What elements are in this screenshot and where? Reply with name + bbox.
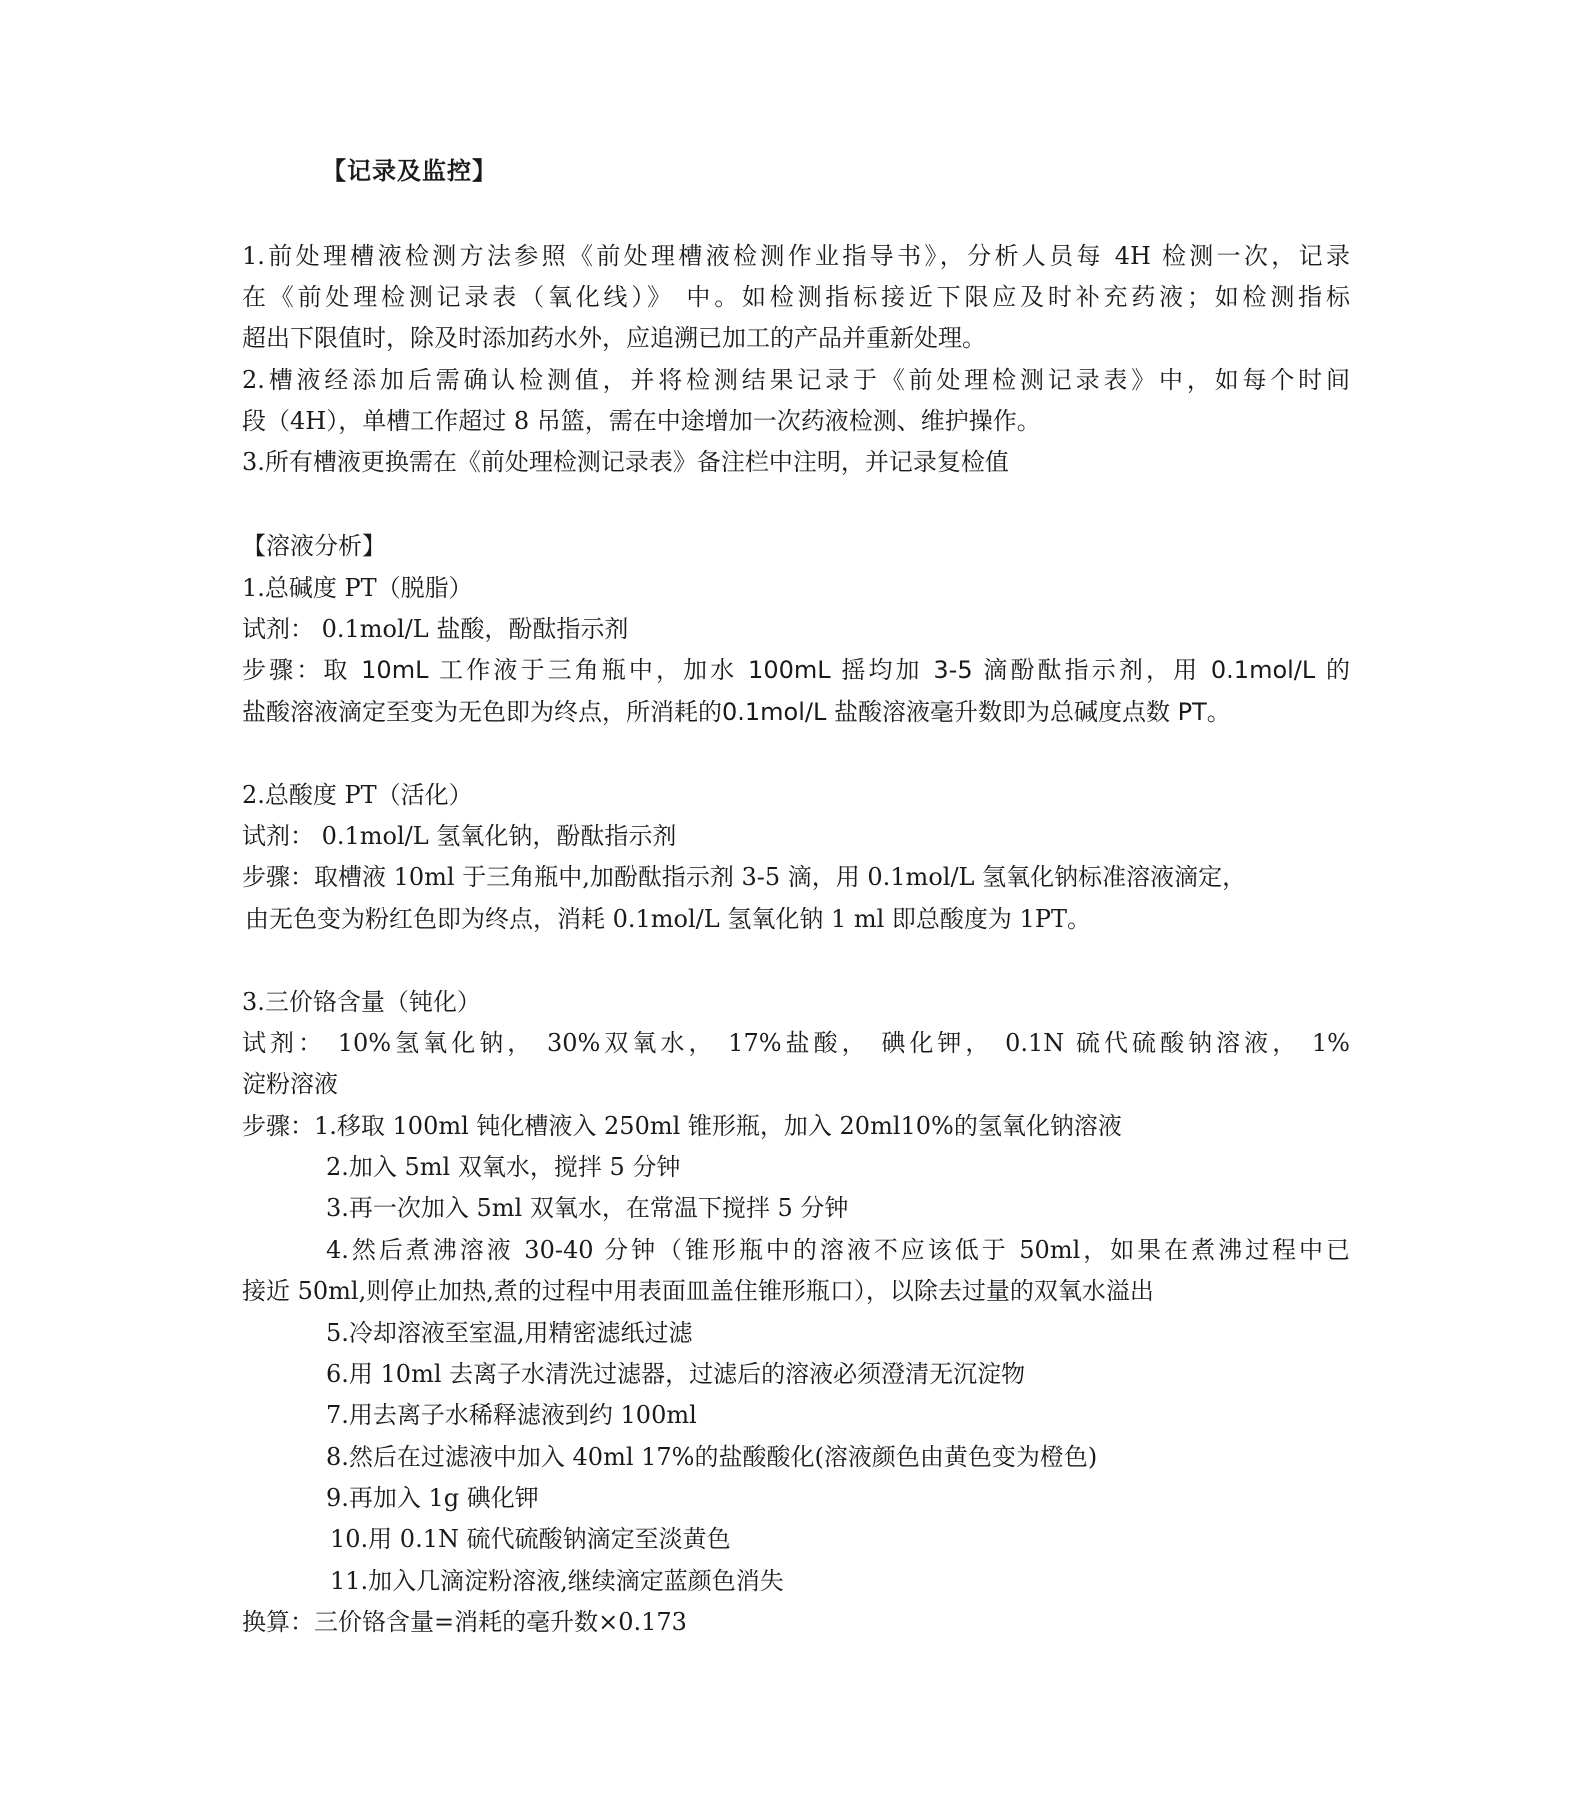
- records-line-1: 1.前处理槽液检测方法参照《前处理槽液检测作业指导书》，分析人员每 4H 检测一次，记录: [242, 242, 1350, 270]
- item3-step-1: 步骤：1.移取 100ml 钝化槽液入 250ml 锥形瓶，加入 20ml10%的氢氧化钠溶液: [242, 1112, 1122, 1140]
- item3-step-8: 8.然后在过滤液中加入 40ml 17%的盐酸酸化(溶液颜色由黄色变为橙色): [326, 1443, 1098, 1471]
- item2-title: 2.总酸度 PT（活化）: [242, 781, 473, 809]
- item3-step-6: 6.用 10ml 去离子水清洗过滤器，过滤后的溶液必须澄清无沉淀物: [326, 1360, 1026, 1388]
- records-line-3: 超出下限值时，除及时添加药水外，应追溯已加工的产品并重新处理。: [242, 324, 986, 352]
- records-line-5: 段（4H），单槽工作超过 8 吊篮，需在中途增加一次药液检测、维护操作。: [242, 407, 1041, 435]
- item3-conversion: 换算：三价铬含量=消耗的毫升数×0.173: [242, 1608, 687, 1636]
- item3-title: 3.三价铬含量（钝化）: [242, 988, 481, 1016]
- item3-step-3: 3.再一次加入 5ml 双氧水，在常温下搅拌 5 分钟: [326, 1194, 849, 1222]
- item3-reagent-line-1: 试剂： 10%氢氧化钠， 30%双氧水， 17%盐酸， 碘化钾， 0.1N 硫代硫酸钠溶液， 1%: [242, 1029, 1350, 1057]
- item1-reagent: 试剂： 0.1mol/L 盐酸，酚酞指示剂: [242, 615, 629, 643]
- records-line-6: 3.所有槽液更换需在《前处理检测记录表》备注栏中注明，并记录复检值: [242, 448, 1009, 476]
- item3-step-5: 5.冷却溶液至室温,用精密滤纸过滤: [326, 1319, 693, 1347]
- item1-step-line-2: 盐酸溶液滴定至变为无色即为终点，所消耗的0.1mol/L 盐酸溶液毫升数即为总碱度点数 PT。: [242, 698, 1231, 726]
- item2-step-line-1: 步骤：取槽液 10ml 于三角瓶中,加酚酞指示剂 3-5 滴，用 0.1mol/L 氢氧化钠标准溶液滴定，: [242, 863, 1247, 891]
- records-line-2: 在《前处理检测记录表（氧化线）》 中。如检测指标接近下限应及时补充药液；如检测指标: [242, 283, 1350, 311]
- records-line-4: 2.槽液经添加后需确认检测值，并将检测结果记录于《前处理检测记录表》中，如每个时间: [242, 366, 1350, 394]
- item2-reagent: 试剂： 0.1mol/L 氢氧化钠，酚酞指示剂: [242, 822, 677, 850]
- item2-step-line-2: 由无色变为粉红色即为终点，消耗 0.1mol/L 氢氧化钠 1 ml 即总酸度为 1PT。: [245, 905, 1091, 933]
- item1-step-line-1: 步骤：取 10mL 工作液于三角瓶中，加水 100mL 摇均加 3-5 滴酚酞指示剂，用 0.1mol/L 的: [242, 656, 1350, 684]
- item3-step-4: 4.然后煮沸溶液 30-40 分钟（锥形瓶中的溶液不应该低于 50ml，如果在煮沸过程中已: [326, 1236, 1350, 1264]
- section-heading-analysis: 【溶液分析】: [242, 532, 386, 560]
- item3-step-11: 11.加入几滴淀粉溶液,继续滴定蓝颜色消失: [330, 1567, 784, 1595]
- item3-step-9: 9.再加入 1g 碘化钾: [326, 1484, 539, 1512]
- item3-step-4-continued: 接近 50ml,则停止加热,煮的过程中用表面皿盖住锥形瓶口），以除去过量的双氧水溢出: [242, 1277, 1154, 1305]
- item3-step-2: 2.加入 5ml 双氧水，搅拌 5 分钟: [326, 1153, 681, 1181]
- section-heading-records: 【记录及监控】: [322, 156, 497, 185]
- item3-step-10: 10.用 0.1N 硫代硫酸钠滴定至淡黄色: [330, 1525, 731, 1553]
- item3-reagent-line-2: 淀粉溶液: [242, 1070, 338, 1098]
- item3-step-7: 7.用去离子水稀释滤液到约 100ml: [326, 1401, 697, 1429]
- item1-title: 1.总碱度 PT（脱脂）: [242, 574, 473, 602]
